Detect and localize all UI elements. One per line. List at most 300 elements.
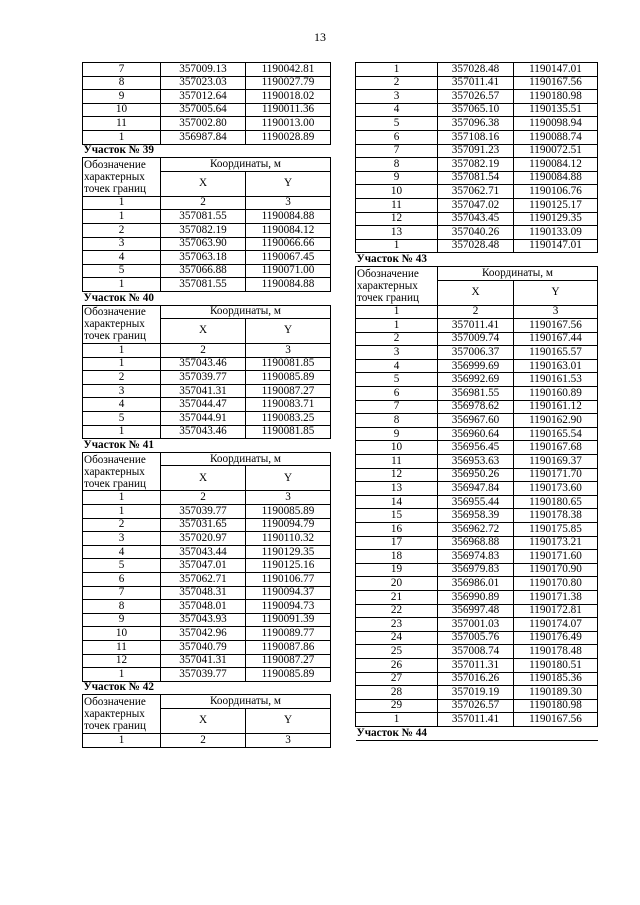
x-coordinate: 357096.38 (438, 117, 514, 131)
column-index: 1 (83, 196, 161, 210)
x-coordinate: 357043.46 (161, 425, 246, 439)
x-coordinate: 356967.60 (438, 414, 514, 428)
point-number: 7 (356, 400, 438, 414)
table-row (83, 210, 331, 224)
x-coordinate: 356974.83 (438, 550, 514, 564)
header-x: X (161, 171, 246, 196)
y-coordinate: 1190087.86 (246, 640, 331, 654)
x-coordinate: 356978.62 (438, 400, 514, 414)
table-row (83, 640, 331, 654)
table-row (356, 672, 598, 686)
x-coordinate: 357065.10 (438, 103, 514, 117)
point-number: 1 (83, 505, 161, 519)
x-coordinate: 357009.74 (438, 332, 514, 346)
table-row (356, 212, 598, 226)
table-row (356, 523, 598, 537)
table-row (356, 103, 598, 117)
y-coordinate: 1190084.88 (246, 210, 331, 224)
x-coordinate: 356979.83 (438, 563, 514, 577)
x-coordinate: 357082.19 (161, 223, 246, 237)
point-number: 28 (356, 686, 438, 700)
x-coordinate: 357043.93 (161, 613, 246, 627)
point-number: 1 (83, 278, 161, 292)
x-coordinate: 357009.13 (161, 63, 246, 77)
header-row (83, 305, 331, 319)
x-coordinate: 357011.41 (438, 319, 514, 333)
table-row (356, 346, 598, 360)
point-number: 12 (356, 468, 438, 482)
header-index-row (356, 305, 598, 319)
table-row (356, 645, 598, 659)
x-coordinate: 357062.71 (438, 185, 514, 199)
header-index-row (83, 344, 331, 358)
y-coordinate: 1190189.30 (514, 686, 598, 700)
right-column (355, 62, 598, 741)
x-coordinate: 356981.55 (438, 387, 514, 401)
point-number: 29 (356, 699, 438, 713)
column-index: 1 (83, 344, 161, 358)
x-coordinate: 357011.41 (438, 76, 514, 90)
x-coordinate: 357016.26 (438, 672, 514, 686)
y-coordinate: 1190178.38 (514, 509, 598, 523)
table-row (356, 373, 598, 387)
table-row (83, 505, 331, 519)
header-row (83, 452, 331, 466)
x-coordinate: 357002.80 (161, 117, 246, 131)
x-coordinate: 357039.77 (161, 505, 246, 519)
point-number: 6 (356, 130, 438, 144)
point-number: 1 (83, 668, 161, 682)
y-coordinate: 1190129.35 (246, 545, 331, 559)
x-coordinate: 357063.18 (161, 251, 246, 265)
table-row (356, 482, 598, 496)
x-coordinate: 356950.26 (438, 468, 514, 482)
header-y: Y (246, 708, 331, 733)
point-number: 2 (356, 76, 438, 90)
point-number: 20 (356, 577, 438, 591)
table-row (356, 713, 598, 727)
y-coordinate: 1190110.32 (246, 532, 331, 546)
x-coordinate: 356992.69 (438, 373, 514, 387)
x-coordinate: 357039.77 (161, 668, 246, 682)
y-coordinate: 1190180.51 (514, 658, 598, 672)
point-number: 11 (356, 198, 438, 212)
table-row (356, 468, 598, 482)
column-index: 2 (161, 344, 246, 358)
header-designation-line: характерных (357, 279, 418, 292)
table-row (356, 226, 598, 240)
y-coordinate: 1190089.77 (246, 627, 331, 641)
table-row (356, 658, 598, 672)
table-row (83, 371, 331, 385)
point-number: 17 (356, 536, 438, 550)
x-coordinate: 357008.74 (438, 645, 514, 659)
point-number: 8 (83, 76, 161, 90)
column-index: 1 (83, 733, 161, 747)
table-row (83, 627, 331, 641)
section-title-row (356, 726, 598, 740)
coordinates-table-right (355, 62, 598, 741)
x-coordinate: 357026.57 (438, 699, 514, 713)
y-coordinate: 1190171.60 (514, 550, 598, 564)
table-row (83, 384, 331, 398)
column-index: 2 (161, 196, 246, 210)
point-number: 5 (356, 117, 438, 131)
section-title: Участок № 42 (83, 681, 331, 695)
x-coordinate: 356962.72 (438, 523, 514, 537)
x-coordinate: 357028.48 (438, 239, 514, 253)
point-number: 11 (83, 117, 161, 131)
header-index-row (83, 491, 331, 505)
header-point-designation (356, 266, 438, 305)
point-number: 12 (83, 654, 161, 668)
table-row (356, 63, 598, 77)
point-number: 4 (356, 103, 438, 117)
table-row (356, 427, 598, 441)
column-index: 1 (83, 491, 161, 505)
point-number: 26 (356, 658, 438, 672)
x-coordinate: 357044.47 (161, 398, 246, 412)
header-index-row (83, 733, 331, 747)
x-coordinate: 357011.41 (438, 713, 514, 727)
table-row (356, 319, 598, 333)
x-coordinate: 357040.26 (438, 226, 514, 240)
y-coordinate: 1190084.12 (246, 223, 331, 237)
header-coordinates: Координаты, м (161, 452, 331, 466)
header-y: Y (514, 280, 598, 305)
header-x: X (438, 280, 514, 305)
y-coordinate: 1190171.70 (514, 468, 598, 482)
y-coordinate: 1190175.85 (514, 523, 598, 537)
point-number: 10 (83, 627, 161, 641)
point-number: 5 (83, 264, 161, 278)
header-point-designation (83, 158, 161, 197)
x-coordinate: 356947.84 (438, 482, 514, 496)
x-coordinate: 357066.88 (161, 264, 246, 278)
y-coordinate: 1190072.51 (514, 144, 598, 158)
y-coordinate: 1190013.00 (246, 117, 331, 131)
y-coordinate: 1190176.49 (514, 631, 598, 645)
header-y: Y (246, 466, 331, 491)
x-coordinate: 356956.45 (438, 441, 514, 455)
table-row (356, 590, 598, 604)
section-title-row (83, 144, 331, 158)
y-coordinate: 1190106.76 (514, 185, 598, 199)
header-y: Y (246, 171, 331, 196)
x-coordinate: 356953.63 (438, 455, 514, 469)
point-number: 15 (356, 509, 438, 523)
x-coordinate: 357063.90 (161, 237, 246, 251)
header-coordinates: Координаты, м (161, 695, 331, 709)
point-number: 1 (356, 319, 438, 333)
y-coordinate: 1190028.89 (246, 130, 331, 144)
y-coordinate: 1190169.37 (514, 455, 598, 469)
header-designation-line: характерных (84, 708, 145, 721)
table-row (83, 586, 331, 600)
x-coordinate: 357062.71 (161, 573, 246, 587)
point-number: 10 (356, 185, 438, 199)
point-number: 11 (356, 455, 438, 469)
table-row (83, 63, 331, 77)
point-number: 4 (83, 398, 161, 412)
column-index: 2 (161, 491, 246, 505)
x-coordinate: 357006.37 (438, 346, 514, 360)
point-number: 1 (83, 357, 161, 371)
point-number: 11 (83, 640, 161, 654)
header-designation-line: Обозначение (84, 306, 146, 319)
y-coordinate: 1190081.85 (246, 425, 331, 439)
table-row (356, 117, 598, 131)
point-number: 19 (356, 563, 438, 577)
point-number: 1 (356, 63, 438, 77)
x-coordinate: 357005.64 (161, 103, 246, 117)
y-coordinate: 1190167.56 (514, 319, 598, 333)
table-row (356, 699, 598, 713)
header-designation-line: точек границ (84, 477, 146, 490)
header-designation-line: точек границ (357, 291, 419, 304)
y-coordinate: 1190125.17 (514, 198, 598, 212)
table-row (83, 600, 331, 614)
x-coordinate: 357048.01 (161, 600, 246, 614)
y-coordinate: 1190180.98 (514, 90, 598, 104)
y-coordinate: 1190178.48 (514, 645, 598, 659)
y-coordinate: 1190167.68 (514, 441, 598, 455)
y-coordinate: 1190171.38 (514, 590, 598, 604)
table-row (356, 618, 598, 632)
y-coordinate: 1190087.27 (246, 384, 331, 398)
table-row (83, 130, 331, 144)
x-coordinate: 357043.44 (161, 545, 246, 559)
y-coordinate: 1190185.36 (514, 672, 598, 686)
table-row (356, 171, 598, 185)
point-number: 2 (83, 371, 161, 385)
table-row (356, 455, 598, 469)
point-number: 6 (83, 573, 161, 587)
x-coordinate: 357048.31 (161, 586, 246, 600)
header-coordinates: Координаты, м (161, 158, 331, 172)
y-coordinate: 1190125.16 (246, 559, 331, 573)
x-coordinate: 356968.88 (438, 536, 514, 550)
point-number: 3 (356, 90, 438, 104)
point-number: 21 (356, 590, 438, 604)
point-number: 9 (83, 613, 161, 627)
x-coordinate: 356997.48 (438, 604, 514, 618)
point-number: 27 (356, 672, 438, 686)
y-coordinate: 1190084.12 (514, 158, 598, 172)
section-title: Участок № 44 (356, 726, 598, 740)
table-row (356, 550, 598, 564)
y-coordinate: 1190094.73 (246, 600, 331, 614)
header-coordinates: Координаты, м (161, 305, 331, 319)
table-row (356, 441, 598, 455)
section-title: Участок № 41 (83, 439, 331, 453)
x-coordinate: 356960.64 (438, 427, 514, 441)
table-row (356, 509, 598, 523)
table-row (356, 359, 598, 373)
point-number: 8 (356, 414, 438, 428)
table-row (83, 518, 331, 532)
x-coordinate: 357081.54 (438, 171, 514, 185)
table-row (83, 90, 331, 104)
x-coordinate: 357012.64 (161, 90, 246, 104)
header-index-row (83, 196, 331, 210)
point-number: 1 (83, 130, 161, 144)
point-number: 9 (356, 427, 438, 441)
header-row (356, 266, 598, 280)
y-coordinate: 1190161.53 (514, 373, 598, 387)
point-number: 10 (356, 441, 438, 455)
column-index: 1 (356, 305, 438, 319)
x-coordinate: 356955.44 (438, 495, 514, 509)
point-number: 6 (356, 387, 438, 401)
y-coordinate: 1190174.07 (514, 618, 598, 632)
section-title-row (83, 291, 331, 305)
x-coordinate: 357043.46 (161, 357, 246, 371)
table-row (83, 573, 331, 587)
point-number: 3 (356, 346, 438, 360)
x-coordinate: 357081.55 (161, 210, 246, 224)
x-coordinate: 357081.55 (161, 278, 246, 292)
point-number: 18 (356, 550, 438, 564)
y-coordinate: 1190071.00 (246, 264, 331, 278)
y-coordinate: 1190167.56 (514, 713, 598, 727)
header-designation-line: характерных (84, 318, 145, 331)
y-coordinate: 1190160.89 (514, 387, 598, 401)
header-point-designation (83, 305, 161, 344)
y-coordinate: 1190129.35 (514, 212, 598, 226)
y-coordinate: 1190173.60 (514, 482, 598, 496)
point-number: 4 (356, 359, 438, 373)
point-number: 7 (356, 144, 438, 158)
y-coordinate: 1190165.54 (514, 427, 598, 441)
header-point-designation (83, 452, 161, 491)
section-title: Участок № 39 (83, 144, 331, 158)
table-row (356, 536, 598, 550)
left-column (82, 62, 331, 748)
y-coordinate: 1190167.56 (514, 76, 598, 90)
x-coordinate: 357005.76 (438, 631, 514, 645)
x-coordinate: 356986.01 (438, 577, 514, 591)
x-coordinate: 357039.77 (161, 371, 246, 385)
column-index: 2 (438, 305, 514, 319)
x-coordinate: 357040.79 (161, 640, 246, 654)
page-number: 13 (314, 30, 326, 44)
point-number: 22 (356, 604, 438, 618)
point-number: 5 (356, 373, 438, 387)
y-coordinate: 1190083.71 (246, 398, 331, 412)
table-row (356, 90, 598, 104)
y-coordinate: 1190165.57 (514, 346, 598, 360)
point-number: 3 (83, 237, 161, 251)
y-coordinate: 1190018.02 (246, 90, 331, 104)
point-number: 23 (356, 618, 438, 632)
point-number: 4 (83, 251, 161, 265)
section-title-row (83, 439, 331, 453)
header-designation-line: точек границ (84, 720, 146, 733)
table-row (83, 76, 331, 90)
table-row (83, 668, 331, 682)
header-designation-line: характерных (84, 465, 145, 478)
table-row (356, 198, 598, 212)
section-title-row (356, 253, 598, 267)
x-coordinate: 357041.31 (161, 384, 246, 398)
table-row (356, 239, 598, 253)
table-row (356, 185, 598, 199)
x-coordinate: 357047.01 (161, 559, 246, 573)
header-coordinates: Координаты, м (438, 266, 598, 280)
table-row (83, 545, 331, 559)
x-coordinate: 357042.96 (161, 627, 246, 641)
point-number: 1 (83, 425, 161, 439)
column-index: 3 (514, 305, 598, 319)
header-designation-line: Обозначение (84, 696, 146, 709)
column-index: 3 (246, 733, 331, 747)
point-number: 3 (83, 532, 161, 546)
point-number: 8 (83, 600, 161, 614)
y-coordinate: 1190161.12 (514, 400, 598, 414)
y-coordinate: 1190162.90 (514, 414, 598, 428)
y-coordinate: 1190066.66 (246, 237, 331, 251)
point-number: 9 (83, 90, 161, 104)
table-row (83, 251, 331, 265)
point-number: 1 (356, 713, 438, 727)
x-coordinate: 357023.03 (161, 76, 246, 90)
y-coordinate: 1190135.51 (514, 103, 598, 117)
y-coordinate: 1190011.36 (246, 103, 331, 117)
y-coordinate: 1190167.44 (514, 332, 598, 346)
x-coordinate: 356990.89 (438, 590, 514, 604)
table-row (83, 278, 331, 292)
point-number: 1 (83, 210, 161, 224)
table-row (83, 559, 331, 573)
x-coordinate: 357028.48 (438, 63, 514, 77)
header-row (83, 695, 331, 709)
x-coordinate: 357043.45 (438, 212, 514, 226)
point-number: 4 (83, 545, 161, 559)
table-row (83, 398, 331, 412)
column-index: 3 (246, 491, 331, 505)
table-row (83, 103, 331, 117)
table-row (356, 158, 598, 172)
point-number: 2 (83, 223, 161, 237)
point-number: 7 (83, 586, 161, 600)
y-coordinate: 1190088.74 (514, 130, 598, 144)
x-coordinate: 356987.84 (161, 130, 246, 144)
y-coordinate: 1190085.89 (246, 371, 331, 385)
column-index: 2 (161, 733, 246, 747)
x-coordinate: 357020.97 (161, 532, 246, 546)
header-x: X (161, 466, 246, 491)
table-row (83, 237, 331, 251)
x-coordinate: 356958.39 (438, 509, 514, 523)
table-row (356, 144, 598, 158)
header-designation-line: точек границ (84, 182, 146, 195)
y-coordinate: 1190083.25 (246, 412, 331, 426)
y-coordinate: 1190027.79 (246, 76, 331, 90)
point-number: 16 (356, 523, 438, 537)
table-row (356, 604, 598, 618)
header-designation-line: Обозначение (357, 267, 419, 280)
table-row (356, 332, 598, 346)
point-number: 2 (356, 332, 438, 346)
y-coordinate: 1190098.94 (514, 117, 598, 131)
header-designation-line: Обозначение (84, 453, 146, 466)
y-coordinate: 1190085.89 (246, 668, 331, 682)
header-x: X (161, 708, 246, 733)
point-number: 14 (356, 495, 438, 509)
column-index: 3 (246, 196, 331, 210)
header-designation-line: точек границ (84, 330, 146, 343)
